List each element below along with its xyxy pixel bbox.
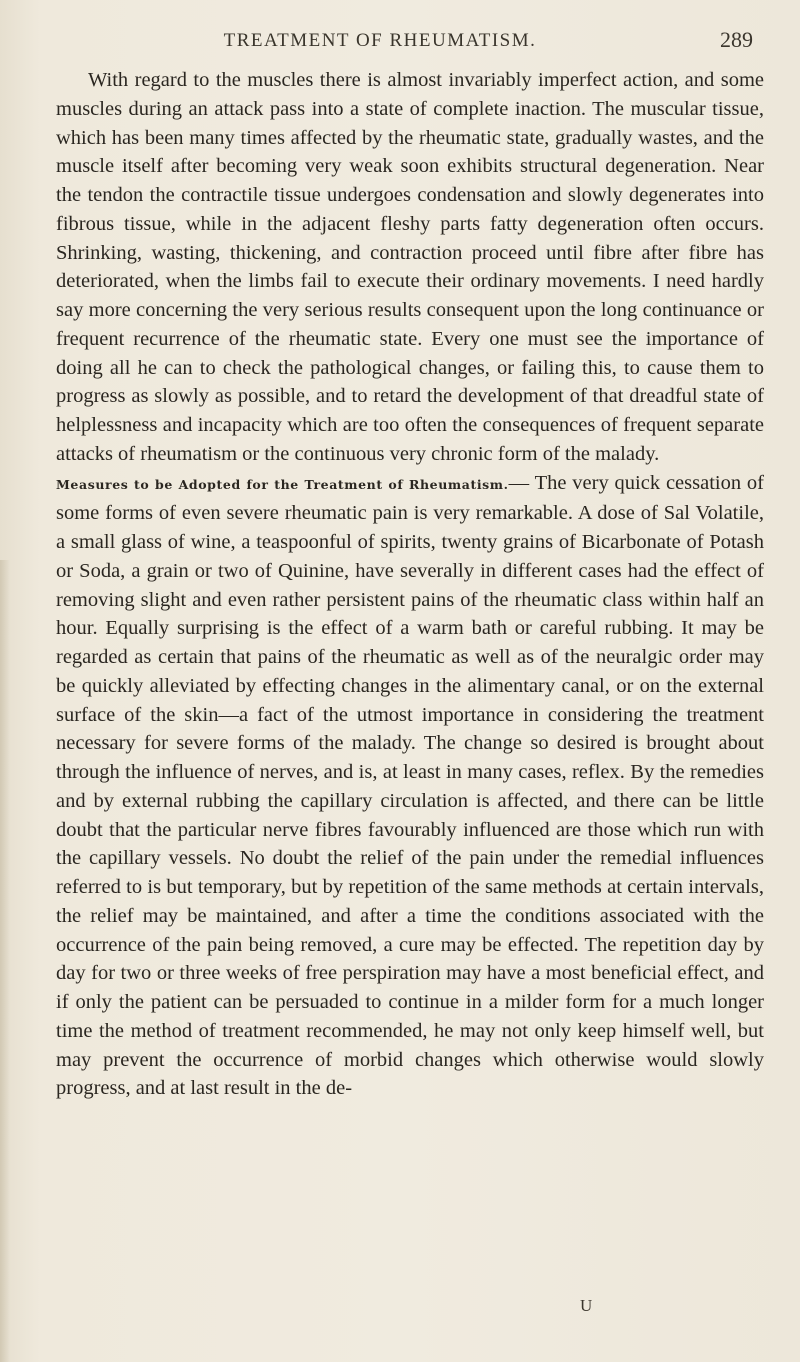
running-head: TREATMENT OF RHEUMATISM. [223, 30, 537, 51]
paragraph-measures-body: The very quick cessation of some forms of even severe rheumatic pain is very remarkable. A dose of Sal Volatile, a small glass of wine, a teaspoonful of spirits, twenty grains of Bicarbonate of Potash or Soda, a grain or two of Quinine, have severally in different cases had the effect of removing slight and even rather persistent pains of the rheumatic class within half an hour. Equally surprising is the effect of a warm bath or careful rubbing. It may be regarded as certain that pains of the rheumatic as well as of the neuralgic order may be quickly alleviated by effecting changes in the alimentary canal, or on the external surface of the skin—a fact of the utmost importance in considering the treatment necessary for severe forms of the malady. The change so desired is brought about through the influence of nerves, and is, at least in many cases, reflex. By the remedies and by external rubbing the capillary circulation is affected, and there can be little doubt that the particular nerve fibres favourably influenced are those which run with the capillary vessels. No doubt the relief of the pain under the remedial influences referred to is but temporary, but by repetition of the same methods at certain intervals, the relief may be maintained, and after a time the conditions associated with the occurrence of the pain being removed, a cure may be effected. The repetition day by day for two or three weeks of free perspiration may have a most beneficial effect, and if only the patient can be persuaded to continue in a milder form for a much longer time the method of treatment recommended, he may not only keep himself well, but may prevent the occurrence of morbid changes which otherwise would slowly progress, and at last result in the de- [56, 471, 765, 1100]
page-number: 289 [720, 27, 753, 52]
heading-dash: — [508, 471, 530, 494]
paragraph-measures [56, 469, 764, 1104]
signature-mark: U [580, 1296, 593, 1315]
paragraph-muscles: With regard to the muscles there is almost invariably imperfect action, and some muscles during an attack pass into a state of complete inaction. The muscular tissue, which has been many times affected by the rheumatic state, gradually wastes, and the muscle itself after becoming very weak soon exhibits structural degeneration. Near the tendon the contractile tissue undergoes condensation and slowly degenerates into fibrous tissue, while in the adjacent fleshy parts fatty degeneration often occurs. Shrinking, wasting, thickening, and contraction proceed until fibre after fibre has deteriorated, when the limbs fail to execute their ordinary movements. I need hardly say more concerning the very serious results consequent upon the long continuance or frequent recurrence of the rheumatic state. Every one must see the importance of doing all he can to check the pathological changes, or failing this, to cause them to progress as slowly as possible, and to retard the development of that dreadful state of helplessness and incapacity which are too often the consequences of frequent separate attacks of rheumatism or the continuous very chronic form of the malady. [56, 69, 764, 465]
gutter-shadow [0, 560, 10, 1362]
body-text [56, 66, 764, 1103]
section-heading: Measures to be Adopted for the Treatment of Rheumatism. [56, 476, 509, 492]
